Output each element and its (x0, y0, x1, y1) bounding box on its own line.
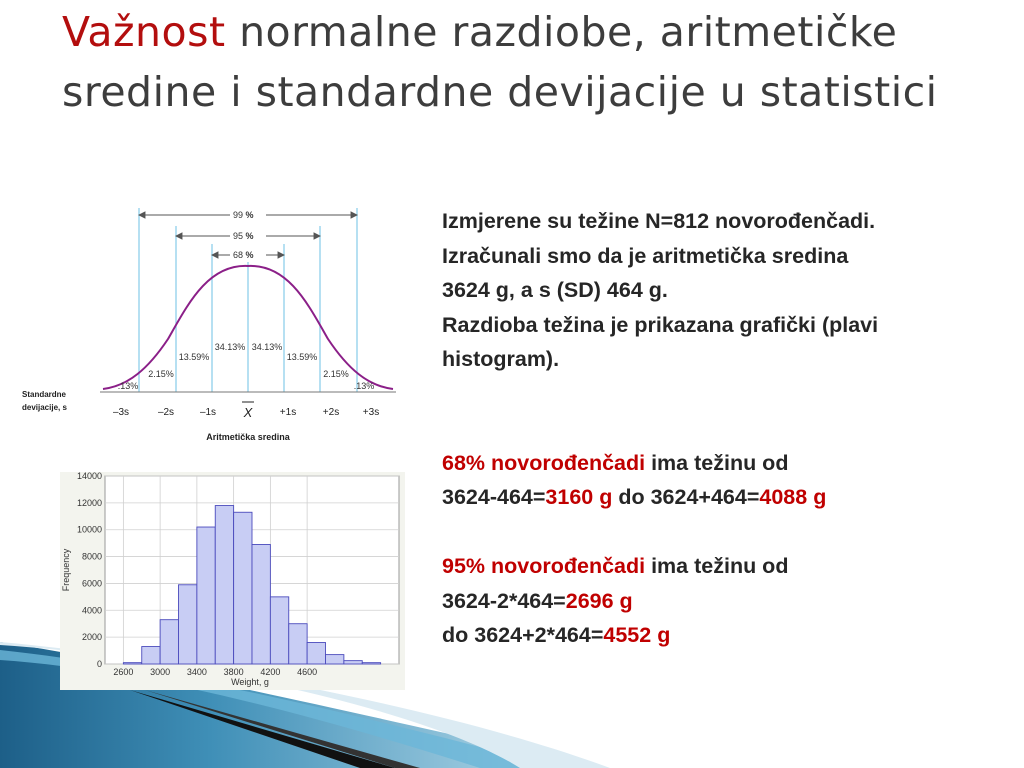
histogram-bar (160, 620, 178, 664)
histogram-bar (307, 643, 325, 664)
histogram-bar (326, 655, 344, 664)
y-tick-label: 12000 (76, 497, 102, 508)
range-95-high-line (442, 618, 1022, 653)
x-tick-label: 4200 (260, 667, 281, 677)
histogram-bar (270, 597, 288, 664)
area-label: .13% (117, 381, 139, 391)
histogram-bar (344, 661, 362, 664)
x-tick-label: 3800 (223, 667, 244, 677)
text-line: histogram). (442, 347, 560, 371)
title-accent: Važnost (62, 8, 226, 56)
y-tick-label: 8000 (81, 551, 102, 562)
range-68-low: 3160 g (545, 485, 613, 509)
explanation-text (442, 204, 1022, 653)
range-68-rest: ima težinu od (645, 450, 789, 475)
svg-text:95 % (233, 231, 254, 241)
sd-tick: +3s (362, 407, 380, 418)
area-label: 13.59% (286, 352, 318, 362)
area-label: 13.59% (178, 352, 210, 362)
range-68-formula-low: 3624-464= (442, 485, 546, 509)
range-95-formula-low: 3624-2*464= (442, 588, 566, 613)
histogram-bar (123, 663, 141, 664)
histogram-bar (289, 624, 307, 664)
sd-tick: +2s (322, 407, 340, 418)
range-95-formula-high: do 3624+2*464= (442, 623, 604, 647)
area-label: 34.13% (251, 342, 283, 352)
range-95-heading (442, 549, 1022, 584)
range-68-heading (442, 446, 1022, 481)
sd-tick: –2s (157, 407, 175, 418)
histogram-bar (362, 663, 380, 664)
band-95-pct: % (245, 231, 254, 241)
mean-label: Aritmetička sredina (206, 432, 290, 442)
range-68-formula-high: do 3624+464= (612, 485, 760, 509)
band-68-label: 68 (233, 250, 244, 260)
mean-symbol: X (243, 405, 253, 420)
sd-label-line1: Standardne (22, 390, 67, 399)
histogram-bar (215, 506, 233, 664)
sd-tick: –1s (199, 407, 217, 418)
band-99-label: 99 (233, 210, 244, 220)
x-axis-label: Weight, g (231, 677, 269, 687)
x-tick-label: 3400 (186, 667, 207, 677)
area-label: 2.15% (148, 369, 174, 379)
weight-histogram (60, 472, 405, 690)
histogram-bar (234, 512, 252, 664)
band-68-pct: % (245, 250, 254, 260)
svg-text:68 % (233, 250, 254, 260)
title-rest: normalne razdiobe, aritmetičke sredine i standardne devijacije u statistici (62, 8, 938, 116)
x-tick-label: 4600 (297, 667, 318, 677)
sd-label-line2: devijacije, s (22, 403, 67, 412)
sd-tick: +1s (279, 407, 297, 418)
range-95-high: 4552 g (603, 623, 671, 647)
y-axis-label: Frequency (61, 548, 71, 592)
range-68-high: 4088 g (759, 485, 827, 509)
text-line: Izračunali smo da je aritmetička sredina (442, 243, 849, 268)
histogram-bar (179, 585, 197, 664)
y-tick-label: 14000 (76, 472, 102, 481)
y-tick-label: 0 (96, 659, 102, 669)
text-line: Razdioba težina je prikazana grafički (plavi (442, 312, 879, 337)
y-tick-label: 10000 (76, 524, 102, 535)
normal-distribution-figure (18, 204, 408, 446)
range-68-red: 68% novorođenčadi (442, 450, 646, 475)
text-line: Izmjerene su težine N=812 novorođenčadi. (442, 209, 876, 233)
area-label: 34.13% (214, 342, 246, 352)
y-tick-label: 2000 (81, 632, 102, 643)
slide-title (62, 2, 962, 122)
histogram-bar (142, 647, 160, 664)
x-tick-label: 2600 (113, 667, 134, 677)
range-95-low: 2696 g (565, 588, 633, 613)
x-tick-label: 3000 (150, 667, 171, 677)
band-95-label: 95 (233, 231, 244, 241)
range-95-low-line (442, 584, 1022, 619)
y-tick-label: 4000 (81, 605, 102, 616)
y-tick-label: 6000 (81, 578, 102, 589)
range-95-rest: ima težinu od (645, 554, 789, 578)
sd-tick: –3s (112, 407, 130, 418)
area-label: .13% (353, 381, 375, 391)
text-line: 3624 g, a s (SD) 464 g. (442, 278, 668, 302)
band-99-pct: % (245, 210, 254, 220)
range-68-values (442, 480, 1022, 515)
histogram-bar (197, 527, 215, 664)
histogram-bar (252, 544, 270, 664)
range-95-red: 95% novorođenčadi (442, 554, 646, 578)
svg-text:99 % (233, 210, 254, 220)
area-label: 2.15% (323, 369, 349, 379)
